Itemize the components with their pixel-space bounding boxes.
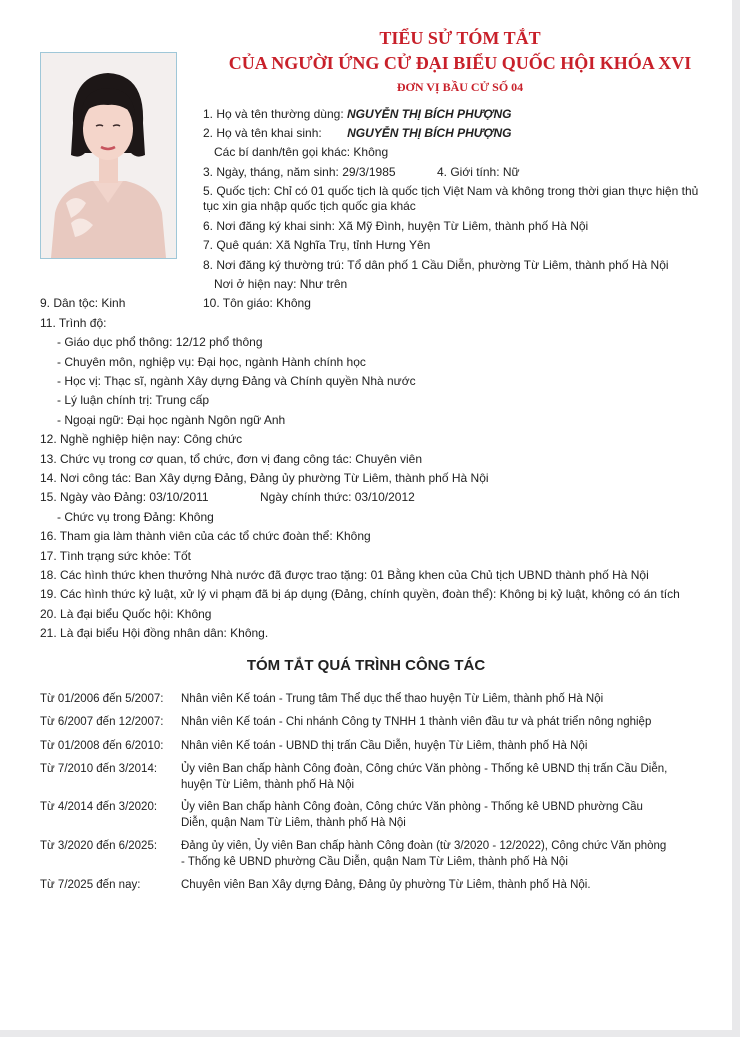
field-nationality: 5. Quốc tịch: Chỉ có 01 quốc tịch là quốc tịch Việt Nam và không trong thời gian thực hiện thủ [203,184,699,198]
field-nationality-cont: tục xin gia nhập quốc tịch quốc gia khác [203,199,416,213]
field-aliases: Các bí danh/tên gọi khác: Không [214,145,389,159]
birth-name-value: NGUYỄN THỊ BÍCH PHƯỢNG [347,126,512,140]
career-period: Từ 7/2025 đến nay: [40,879,141,891]
field-permanent-residence: 8. Nơi đăng ký thường trú: Tổ dân phố 1 Cầu Diễn, phường Từ Liêm, thành phố Hà Nội [203,258,669,272]
field-workplace: 14. Nơi công tác: Ban Xây dựng Đảng, Đảng ủy phường Từ Liêm, thành phố Hà Nội [40,471,489,485]
career-description: Ủy viên Ban chấp hành Công đoàn, Công chức Văn phòng - Thống kê UBND thị trấn Cầu Diễn, huyện Từ Liêm, thành phố Hà Nội [181,763,668,791]
electoral-unit: ĐƠN VỊ BẦU CỬ SỐ 04 [396,80,524,94]
edu-political-theory: - Lý luận chính trị: Trung cấp [57,393,210,407]
career-period: Từ 3/2020 đến 6/2025: [40,840,158,852]
career-period: Từ 01/2006 đến 5/2007: [40,693,164,705]
edu-foreign-language: - Ngoại ngữ: Đại học ngành Ngôn ngữ Anh [57,413,286,427]
career-period: Từ 4/2014 đến 3/2020: [40,801,158,813]
field-position: 13. Chức vụ trong cơ quan, tổ chức, đơn vị đang công tác: Chuyên viên [40,452,423,466]
field-ethnicity: 9. Dân tộc: Kinh [40,296,126,310]
field-health: 17. Tình trạng sức khỏe: Tốt [40,549,192,563]
field-religion: 10. Tôn giáo: Không [203,296,311,310]
career-period: Từ 7/2010 đến 3/2014: [40,763,158,775]
field-gender: 4. Giới tính: Nữ [437,165,520,179]
field-awards: 18. Các hình thức khen thưởng Nhà nước đã được trao tặng: 01 Bằng khen của Chủ tịch UBND thành phố Hà Nội [40,568,649,582]
career-description: Nhân viên Kế toán - Chi nhánh Công ty TNHH 1 thành viên đầu tư và phát triển nông nghiệp [181,716,652,728]
career-description: Ủy viên Ban chấp hành Công đoàn, Công chức Văn phòng - Thống kê UBND phường Cầu Diễn, quận Nam Từ Liêm, thành phố Hà Nội [181,801,643,829]
portrait-illustration [41,53,176,258]
field-occupation: 12. Nghề nghiệp hiện nay: Công chức [40,432,243,446]
edu-major: - Chuyên môn, nghiệp vụ: Đại học, ngành Hành chính học [57,355,366,369]
career-period: Từ 01/2008 đến 6/2010: [40,740,164,752]
field-organizations: 16. Tham gia làm thành viên của các tổ chức đoàn thể: Không [40,529,371,543]
field-current-residence: Nơi ở hiện nay: Như trên [214,277,348,291]
field-discipline: 19. Các hình thức kỷ luật, xử lý vi phạm đã bị áp dụng (Đảng, chính quyền, đoàn thể): Không bị kỷ luật, không có án tích [40,587,680,601]
field-na-delegate: 20. Là đại biểu Quốc hội: Không [40,607,212,621]
field-council-delegate: 21. Là đại biểu Hội đồng nhân dân: Không. [40,626,269,640]
field-birth-registration: 6. Nơi đăng ký khai sinh: Xã Mỹ Đình, huyện Từ Liêm, thành phố Hà Nội [203,219,589,233]
career-section-title: TÓM TẮT QUÁ TRÌNH CÔNG TÁC [246,657,486,674]
career-description: Đảng ủy viên, Ủy viên Ban chấp hành Công đoàn (từ 3/2020 - 12/2022), Công chức Văn phòng - Thống kê UBND phường Cầu Diễn, quận Nam Từ Liêm, thành phố Hà Nội [181,840,667,868]
field-party-join-date: 15. Ngày vào Đảng: 03/10/2011 [40,490,209,504]
field-party-official-date: Ngày chính thức: 03/10/2012 [260,490,415,504]
edu-degree: - Học vị: Thạc sĩ, ngành Xây dựng Đảng và Chính quyền Nhà nước [57,374,416,388]
field-birth-name: 2. Họ và tên khai sinh: NGUYỄN THỊ BÍCH PHƯỢNG [203,126,512,140]
field-education: 11. Trình độ: [40,316,107,330]
career-description: Nhân viên Kế toán - Trung tâm Thể dục thể thao huyện Từ Liêm, thành phố Hà Nội [181,693,604,705]
edu-general: - Giáo dục phổ thông: 12/12 phổ thông [57,335,263,349]
career-period: Từ 6/2007 đến 12/2007: [40,716,164,728]
common-name-value: NGUYỄN THỊ BÍCH PHƯỢNG [347,107,512,121]
field-date-of-birth: 3. Ngày, tháng, năm sinh: 29/3/1985 [203,165,396,179]
field-hometown: 7. Quê quán: Xã Nghĩa Trụ, tỉnh Hưng Yên [203,238,431,252]
field-common-name: 1. Họ và tên thường dùng: NGUYỄN THỊ BÍCH PHƯỢNG [203,107,512,121]
field-party-role: - Chức vụ trong Đảng: Không [57,510,214,524]
document-title: TIỂU SỬ TÓM TẮT [379,28,541,48]
document-title-line2: CỦA NGƯỜI ỨNG CỬ ĐẠI BIỂU QUỐC HỘI KHÓA XVI [228,53,692,73]
career-description: Chuyên viên Ban Xây dựng Đảng, Đảng ủy phường Từ Liêm, thành phố Hà Nội. [181,879,591,891]
candidate-portrait [40,52,177,259]
career-description: Nhân viên Kế toán - UBND thị trấn Cầu Diễn, huyện Từ Liêm, thành phố Hà Nội [181,740,588,752]
